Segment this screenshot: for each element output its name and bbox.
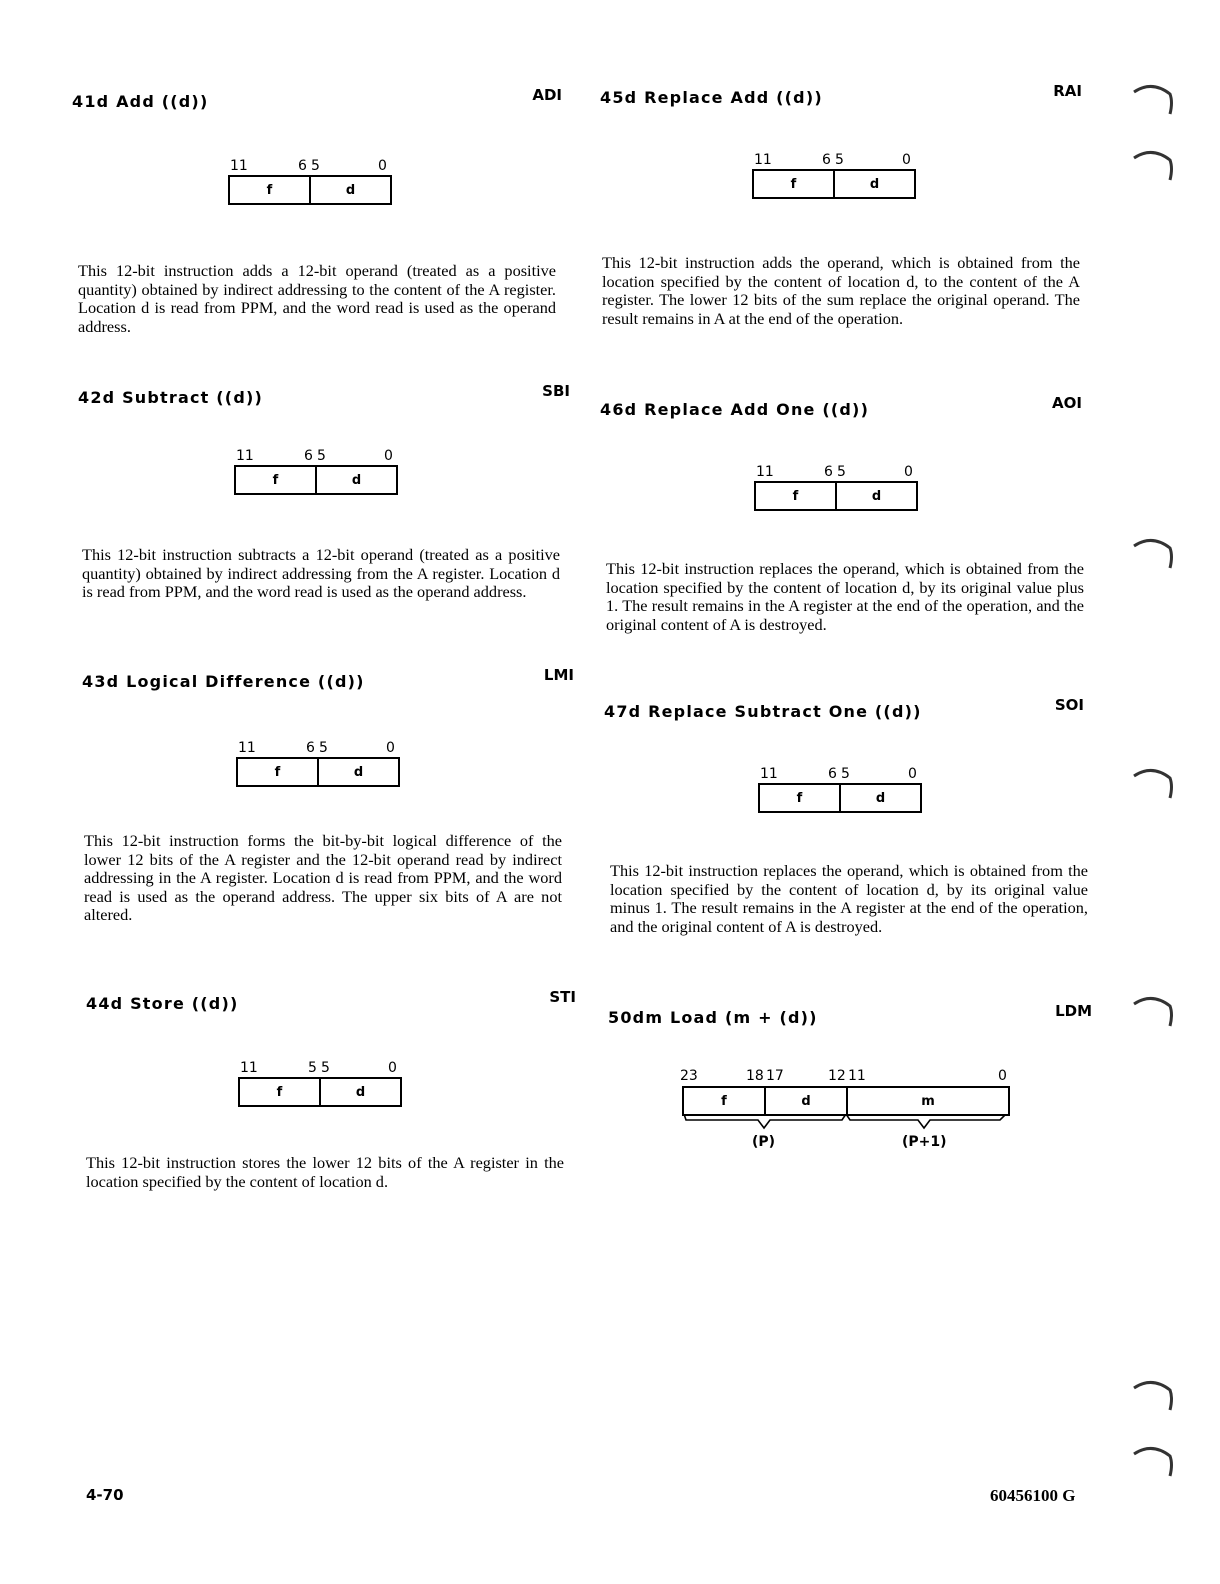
instruction-42-subtract-indirect (72, 382, 570, 601)
instruction-mnemonic: SOI (1054, 696, 1084, 714)
binder-ring-mark (1130, 990, 1176, 1030)
instruction-format-diagram (234, 448, 398, 492)
instruction-description: This 12-bit instruction stores the lower 12 bits of the A register in the location specified by the content of location d. (86, 1153, 564, 1191)
field-f: f (721, 1093, 727, 1109)
field-f: f (790, 176, 797, 192)
instruction-title: 46d Replace Add One ((d)) (600, 400, 870, 419)
bit-label: 6 (822, 152, 831, 168)
instruction-format-diagram (228, 158, 392, 202)
instruction-46-replace-add-one-indirect (600, 394, 1090, 634)
bit-label: 11 (230, 158, 248, 174)
instruction-mnemonic: RAI (1053, 82, 1082, 100)
instruction-format-diagram (752, 152, 916, 196)
instruction-format-diagram-24bit (682, 1068, 1014, 1158)
instruction-mnemonic: STI (549, 988, 576, 1006)
field-box (752, 169, 916, 199)
bit-label: 5 (321, 1060, 330, 1076)
page-number: 4-70 (86, 1486, 124, 1504)
bit-label: 5 (319, 740, 328, 756)
bit-label: 6 (828, 766, 837, 782)
field-box (758, 783, 922, 813)
instruction-mnemonic: ADI (532, 86, 562, 104)
instruction-format-diagram (758, 766, 922, 810)
instruction-45-replace-add-indirect (600, 82, 1090, 328)
binder-ring-mark (1130, 78, 1176, 118)
bit-positions (236, 740, 400, 756)
bit-label: 5 (317, 448, 326, 464)
instruction-heading (72, 86, 562, 116)
field-f: f (792, 488, 799, 504)
field-d: d (319, 1079, 400, 1105)
bit-label: 6 (298, 158, 307, 174)
instruction-43-logical-difference-indirect (72, 666, 574, 924)
bit-label: 0 (384, 448, 393, 464)
bit-label: 0 (388, 1060, 397, 1076)
binder-ring-mark (1130, 762, 1176, 802)
field-box (754, 481, 918, 511)
bit-label: 11 (760, 766, 778, 782)
field-d: d (317, 759, 398, 785)
instruction-mnemonic: LMI (543, 666, 574, 684)
bit-label: 11 (756, 464, 774, 480)
instruction-description: This 12-bit instruction replaces the operand, which is obtained from the location specified by the content of location d, by its original value minus 1. The result remains in the A register at the end of the operation, and the original content of A is destroyed. (610, 861, 1088, 936)
binder-ring-mark (1130, 144, 1176, 184)
field-d: d (833, 171, 914, 197)
field-d: d (801, 1093, 811, 1109)
bit-label: 0 (378, 158, 387, 174)
bit-label: 5 (311, 158, 320, 174)
bit-label: 11 (236, 448, 254, 464)
bit-label: 11 (848, 1068, 866, 1084)
instruction-41-add-indirect (72, 86, 562, 336)
bit-label: 5 (841, 766, 850, 782)
instruction-heading (600, 82, 1090, 112)
instruction-50-load-m-plus-d (600, 1002, 1092, 1150)
brace-p (684, 1114, 846, 1128)
instruction-heading (600, 1002, 1092, 1032)
instruction-title: 47d Replace Subtract One ((d)) (604, 702, 922, 721)
field-f: f (276, 1084, 283, 1100)
instruction-heading (600, 696, 1090, 726)
bit-label: 0 (908, 766, 917, 782)
field-box (228, 175, 392, 205)
bit-label: 5 (837, 464, 846, 480)
bit-label: 11 (754, 152, 772, 168)
brace-p-plus-1 (846, 1114, 1006, 1128)
bit-label: 6 (306, 740, 315, 756)
bit-label: 23 (680, 1068, 698, 1084)
field-m: m (921, 1093, 935, 1109)
field-d: d (309, 177, 390, 203)
field-box (234, 465, 398, 495)
instruction-title: 45d Replace Add ((d)) (600, 88, 823, 107)
instruction-description: This 12-bit instruction forms the bit-by-bit logical difference of the lower 12 bits of the A register and the 12-bit operand read by indirect addressing in the A register. Location d is read from PPM, and the word read is used as the operand address. The upper six bits of A are not altered. (84, 831, 562, 924)
bit-positions (754, 464, 918, 480)
binder-ring-mark (1130, 1440, 1176, 1480)
instruction-format-diagram (236, 740, 400, 784)
instruction-heading (72, 988, 576, 1018)
instruction-description: This 12-bit instruction subtracts a 12-bit operand (treated as a positive quantity) obtained by indirect addressing from the A register. Location d is read from PPM, and the word read is used as the operand address. (82, 545, 560, 601)
binder-ring-mark (1130, 532, 1176, 572)
bit-positions (228, 158, 392, 174)
bit-label: 0 (904, 464, 913, 480)
field-box (236, 757, 400, 787)
bit-label: 11 (238, 740, 256, 756)
bit-label: 0 (998, 1068, 1007, 1084)
field-box (238, 1077, 402, 1107)
instruction-description: This 12-bit instruction adds the operand, which is obtained from the location specified by the content of location d, to the content of the A register. The lower 12 bits of the sum replace the original operand. The result remains in A at the end of the operation. (602, 253, 1080, 328)
field-d: d (835, 483, 916, 509)
brace-label-p-plus-1: (P+1) (902, 1134, 947, 1150)
bit-positions (682, 1068, 1014, 1084)
bit-positions (238, 1060, 402, 1076)
bit-label: 17 (766, 1068, 784, 1084)
bit-label: 5 (835, 152, 844, 168)
bit-positions (758, 766, 922, 782)
instruction-heading (72, 382, 570, 412)
field-f: f (796, 790, 803, 806)
instruction-description: This 12-bit instruction adds a 12-bit operand (treated as a positive quantity) obtained by indirect addressing to the content of the A register. Location d is read from PPM, and the word read is used as the operand address. (78, 261, 556, 336)
word-braces (682, 1114, 1014, 1134)
bit-label: 6 (824, 464, 833, 480)
document-number: 60456100 G (990, 1486, 1076, 1505)
bit-label: 6 (304, 448, 313, 464)
instruction-title: 43d Logical Difference ((d)) (82, 672, 365, 691)
instruction-title: 44d Store ((d)) (86, 994, 239, 1013)
field-f: f (274, 764, 281, 780)
bit-label: 5 (308, 1060, 317, 1076)
instruction-description: This 12-bit instruction replaces the operand, which is obtained from the location specified by the content of location d, by its original value plus 1. The result remains in the A register at the end of the operation, and the original content of A is destroyed. (606, 559, 1084, 634)
instruction-format-diagram (238, 1060, 402, 1104)
field-f: f (266, 182, 273, 198)
instruction-heading (600, 394, 1090, 424)
instruction-title: 42d Subtract ((d)) (78, 388, 263, 407)
instruction-title: 41d Add ((d)) (72, 92, 209, 111)
bit-label: 12 (828, 1068, 846, 1084)
field-d: d (315, 467, 396, 493)
binder-ring-mark (1130, 1374, 1176, 1414)
bit-positions (234, 448, 398, 464)
field-d: d (839, 785, 920, 811)
instruction-44-store-indirect (72, 988, 576, 1191)
bit-positions (752, 152, 916, 168)
instruction-mnemonic: SBI (542, 382, 570, 400)
instruction-format-diagram (754, 464, 918, 508)
instruction-47-replace-subtract-one-indirect (600, 696, 1090, 936)
bit-label: 0 (902, 152, 911, 168)
bit-label: 11 (240, 1060, 258, 1076)
instruction-mnemonic: LDM (1055, 1002, 1092, 1020)
bit-label: 18 (746, 1068, 764, 1084)
instruction-title: 50dm Load (m + (d)) (608, 1008, 818, 1027)
brace-label-p: (P) (752, 1134, 776, 1150)
instruction-mnemonic: AOI (1052, 394, 1082, 412)
field-f: f (272, 472, 279, 488)
bit-label: 0 (386, 740, 395, 756)
instruction-heading (72, 666, 574, 696)
field-box (682, 1086, 1010, 1116)
